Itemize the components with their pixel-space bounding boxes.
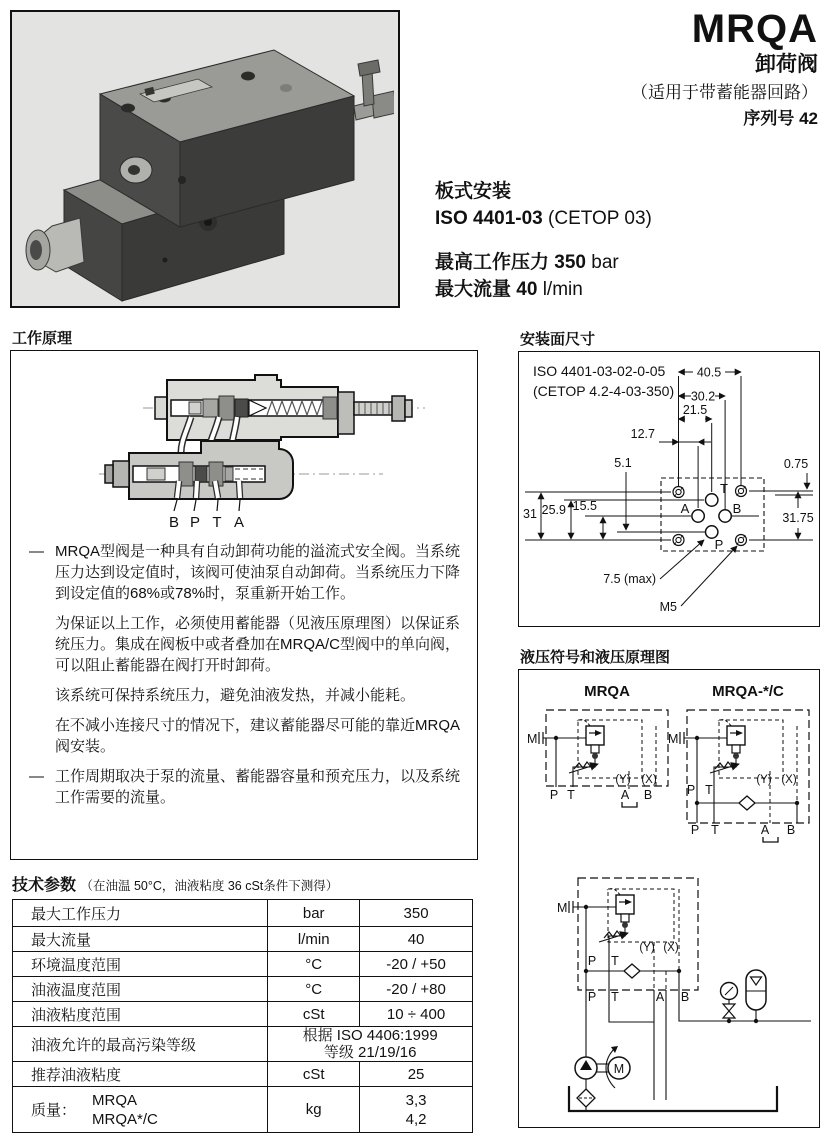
schematic-mrqa — [527, 683, 668, 807]
check-valve-icon — [624, 964, 640, 978]
d2-upper-t: T — [705, 783, 713, 797]
plugged-ports-bracket — [763, 837, 778, 842]
port-t: T — [720, 481, 728, 496]
relief-valve-symbol — [710, 720, 745, 773]
dim-25-9: 25.9 — [541, 503, 566, 517]
page-title: MRQA — [691, 7, 818, 51]
diagram2-title: MRQA-*/C — [712, 683, 784, 700]
plugged-ports-bracket — [622, 802, 637, 807]
port-b: B — [732, 501, 742, 516]
dim-12-7: 12.7 — [630, 427, 655, 441]
application-note: （适用于带蓄能器回路） — [631, 83, 818, 102]
d2-upper-p: P — [686, 783, 696, 797]
tech-heading: 技术参数 — [12, 877, 77, 894]
pilot-x-label: (X) — [641, 774, 657, 786]
port-label-b: B — [168, 514, 180, 531]
port-p: P — [714, 537, 724, 552]
d1-port-t: T — [567, 788, 575, 802]
dim-15-5: 15.5 — [572, 499, 597, 513]
tech-heading-row — [12, 872, 338, 895]
product-photo — [10, 10, 400, 308]
dim-31: 31 — [523, 507, 537, 521]
port-a: A — [680, 501, 690, 516]
valve-photo-illustration — [12, 12, 394, 302]
principle-item: — 工作周期取决于泵的流量、蓄能器容量和预充压力，以及系统工作需要的流量。 — [29, 768, 461, 806]
principle-item: — MRQA型阀是一种具有自动卸荷功能的溢流式安全阀。当系统压力达到设定值时，该阀可使油泵自动卸荷。当系统压力下降到设定值的68%或78%时，泵重新开始工作。 — [29, 543, 461, 602]
hydraulic-heading: 液压符号和液压原理图 — [520, 649, 671, 666]
circ-port-t: T — [611, 990, 619, 1004]
shutoff-valve-icon — [723, 1004, 735, 1011]
dim-0-75: 0.75 — [783, 457, 809, 471]
mounting-dimension-drawing — [519, 352, 817, 624]
d2-port-a: A — [760, 823, 770, 837]
d1-port-b: B — [643, 788, 653, 802]
table-row: 最大工作压力 bar 350 — [13, 900, 473, 927]
gauge-port-label: M — [527, 732, 538, 746]
gauge-port-label: M — [668, 732, 679, 746]
circuit-example — [557, 878, 811, 1111]
adjust-arrow-icon — [599, 933, 628, 942]
relief-valve-symbol — [569, 720, 604, 773]
iso-standard: ISO 4401-03 (CETOP 03) — [435, 208, 652, 229]
motor-label: M — [613, 1062, 625, 1076]
dim-5-1: 5.1 — [614, 456, 632, 470]
pilot-y-label: (Y) — [615, 774, 631, 786]
accumulator-icon — [746, 970, 766, 1010]
max-flow: 最大流量 40 l/min — [435, 279, 583, 300]
diagram1-title: MRQA — [584, 683, 630, 700]
d1-port-a: A — [620, 788, 630, 802]
cetop-code: (CETOP 4.2-4-03-350) — [533, 383, 675, 399]
dim-40-5: 40.5 — [696, 365, 722, 380]
circ-upper-t: T — [611, 954, 619, 968]
tech-note: （在油温 50°C，油液粘度 36 cSt条件下测得） — [80, 879, 339, 893]
circ-port-b: B — [680, 990, 690, 1004]
max-pressure: 最高工作压力 350 bar — [435, 252, 619, 273]
d2-port-b: B — [786, 823, 796, 837]
valve-cross-section — [91, 357, 471, 539]
table-row: 油液温度范围 °C -20 / +80 — [13, 977, 473, 1002]
circ-port-p: P — [587, 990, 597, 1004]
iso-code: ISO 4401-03-02-0-05 — [533, 363, 666, 379]
principle-paragraphs — [29, 541, 467, 817]
tech-table — [12, 899, 473, 1133]
principle-item: 该系统可保持系统压力，避免油液发热，并减小能耗。 — [55, 687, 416, 704]
hydraulic-section — [518, 669, 820, 1128]
dim-21-5: 21.5 — [682, 403, 708, 417]
pilot-x-label: (X) — [663, 942, 679, 954]
series-number: 序列号 42 — [743, 109, 818, 128]
table-row: 质量： MRQA MRQA*/C kg 3,3 4,2 — [13, 1087, 473, 1133]
gauge-port-label: M — [557, 901, 568, 915]
port-label-t: T — [212, 514, 222, 531]
principle-item: 为保证以上工作，必须使用蓄能器（见液压原理图）以保证系统压力。集成在阀板中或者叠加在MRQA/C型阀中的单向阀，可以阻止蓄能器在阀打开时卸荷。 — [55, 615, 461, 674]
mounting-section — [518, 351, 820, 627]
tank-icon — [569, 1086, 777, 1111]
dim-7-5-max: 7.5 (max) — [603, 572, 656, 586]
table-row: 油液允许的最高污染等级 根据 ISO 4406:1999 等级 21/19/16 — [13, 1027, 473, 1062]
d2-port-t: T — [711, 823, 719, 837]
dim-30-2: 30.2 — [690, 389, 716, 404]
dim-31-75: 31.75 — [782, 511, 814, 525]
title-block — [420, 6, 818, 130]
check-valve-icon — [739, 796, 755, 810]
d1-port-p: P — [549, 788, 559, 802]
hydraulic-schematics — [519, 670, 817, 1125]
d2-port-p: P — [690, 823, 700, 837]
mounting-heading: 安装面尺寸 — [520, 331, 596, 348]
schematic-mrqa-c — [668, 683, 809, 842]
table-row: 油液粘度范围 cSt 10 ÷ 400 — [13, 1002, 473, 1027]
valve-type-name: 卸荷阀 — [755, 53, 818, 76]
relief-valve-symbol — [599, 889, 634, 942]
table-row: 环境温度范围 °C -20 / +50 — [13, 952, 473, 977]
circ-port-a: A — [655, 990, 665, 1004]
principle-item: 在不减小连接尺寸的情况下，建议蓄能器尽可能的靠近MRQA阀安装。 — [55, 717, 461, 755]
key-specs — [435, 178, 820, 303]
dim-m5: M5 — [659, 600, 677, 614]
port-label-p: P — [189, 514, 201, 531]
table-row: 最大流量 l/min 40 — [13, 927, 473, 952]
port-label-a: A — [233, 514, 245, 531]
mounting-type: 板式安装 — [435, 181, 512, 202]
pilot-x-label: (X) — [781, 774, 797, 786]
table-row: 推荐油液粘度 cSt 25 — [13, 1062, 473, 1087]
principle-section — [10, 350, 478, 860]
pilot-y-label: (Y) — [639, 942, 655, 954]
circ-upper-p: P — [587, 954, 597, 968]
pilot-y-label: (Y) — [756, 774, 772, 786]
principle-heading: 工作原理 — [12, 330, 73, 347]
